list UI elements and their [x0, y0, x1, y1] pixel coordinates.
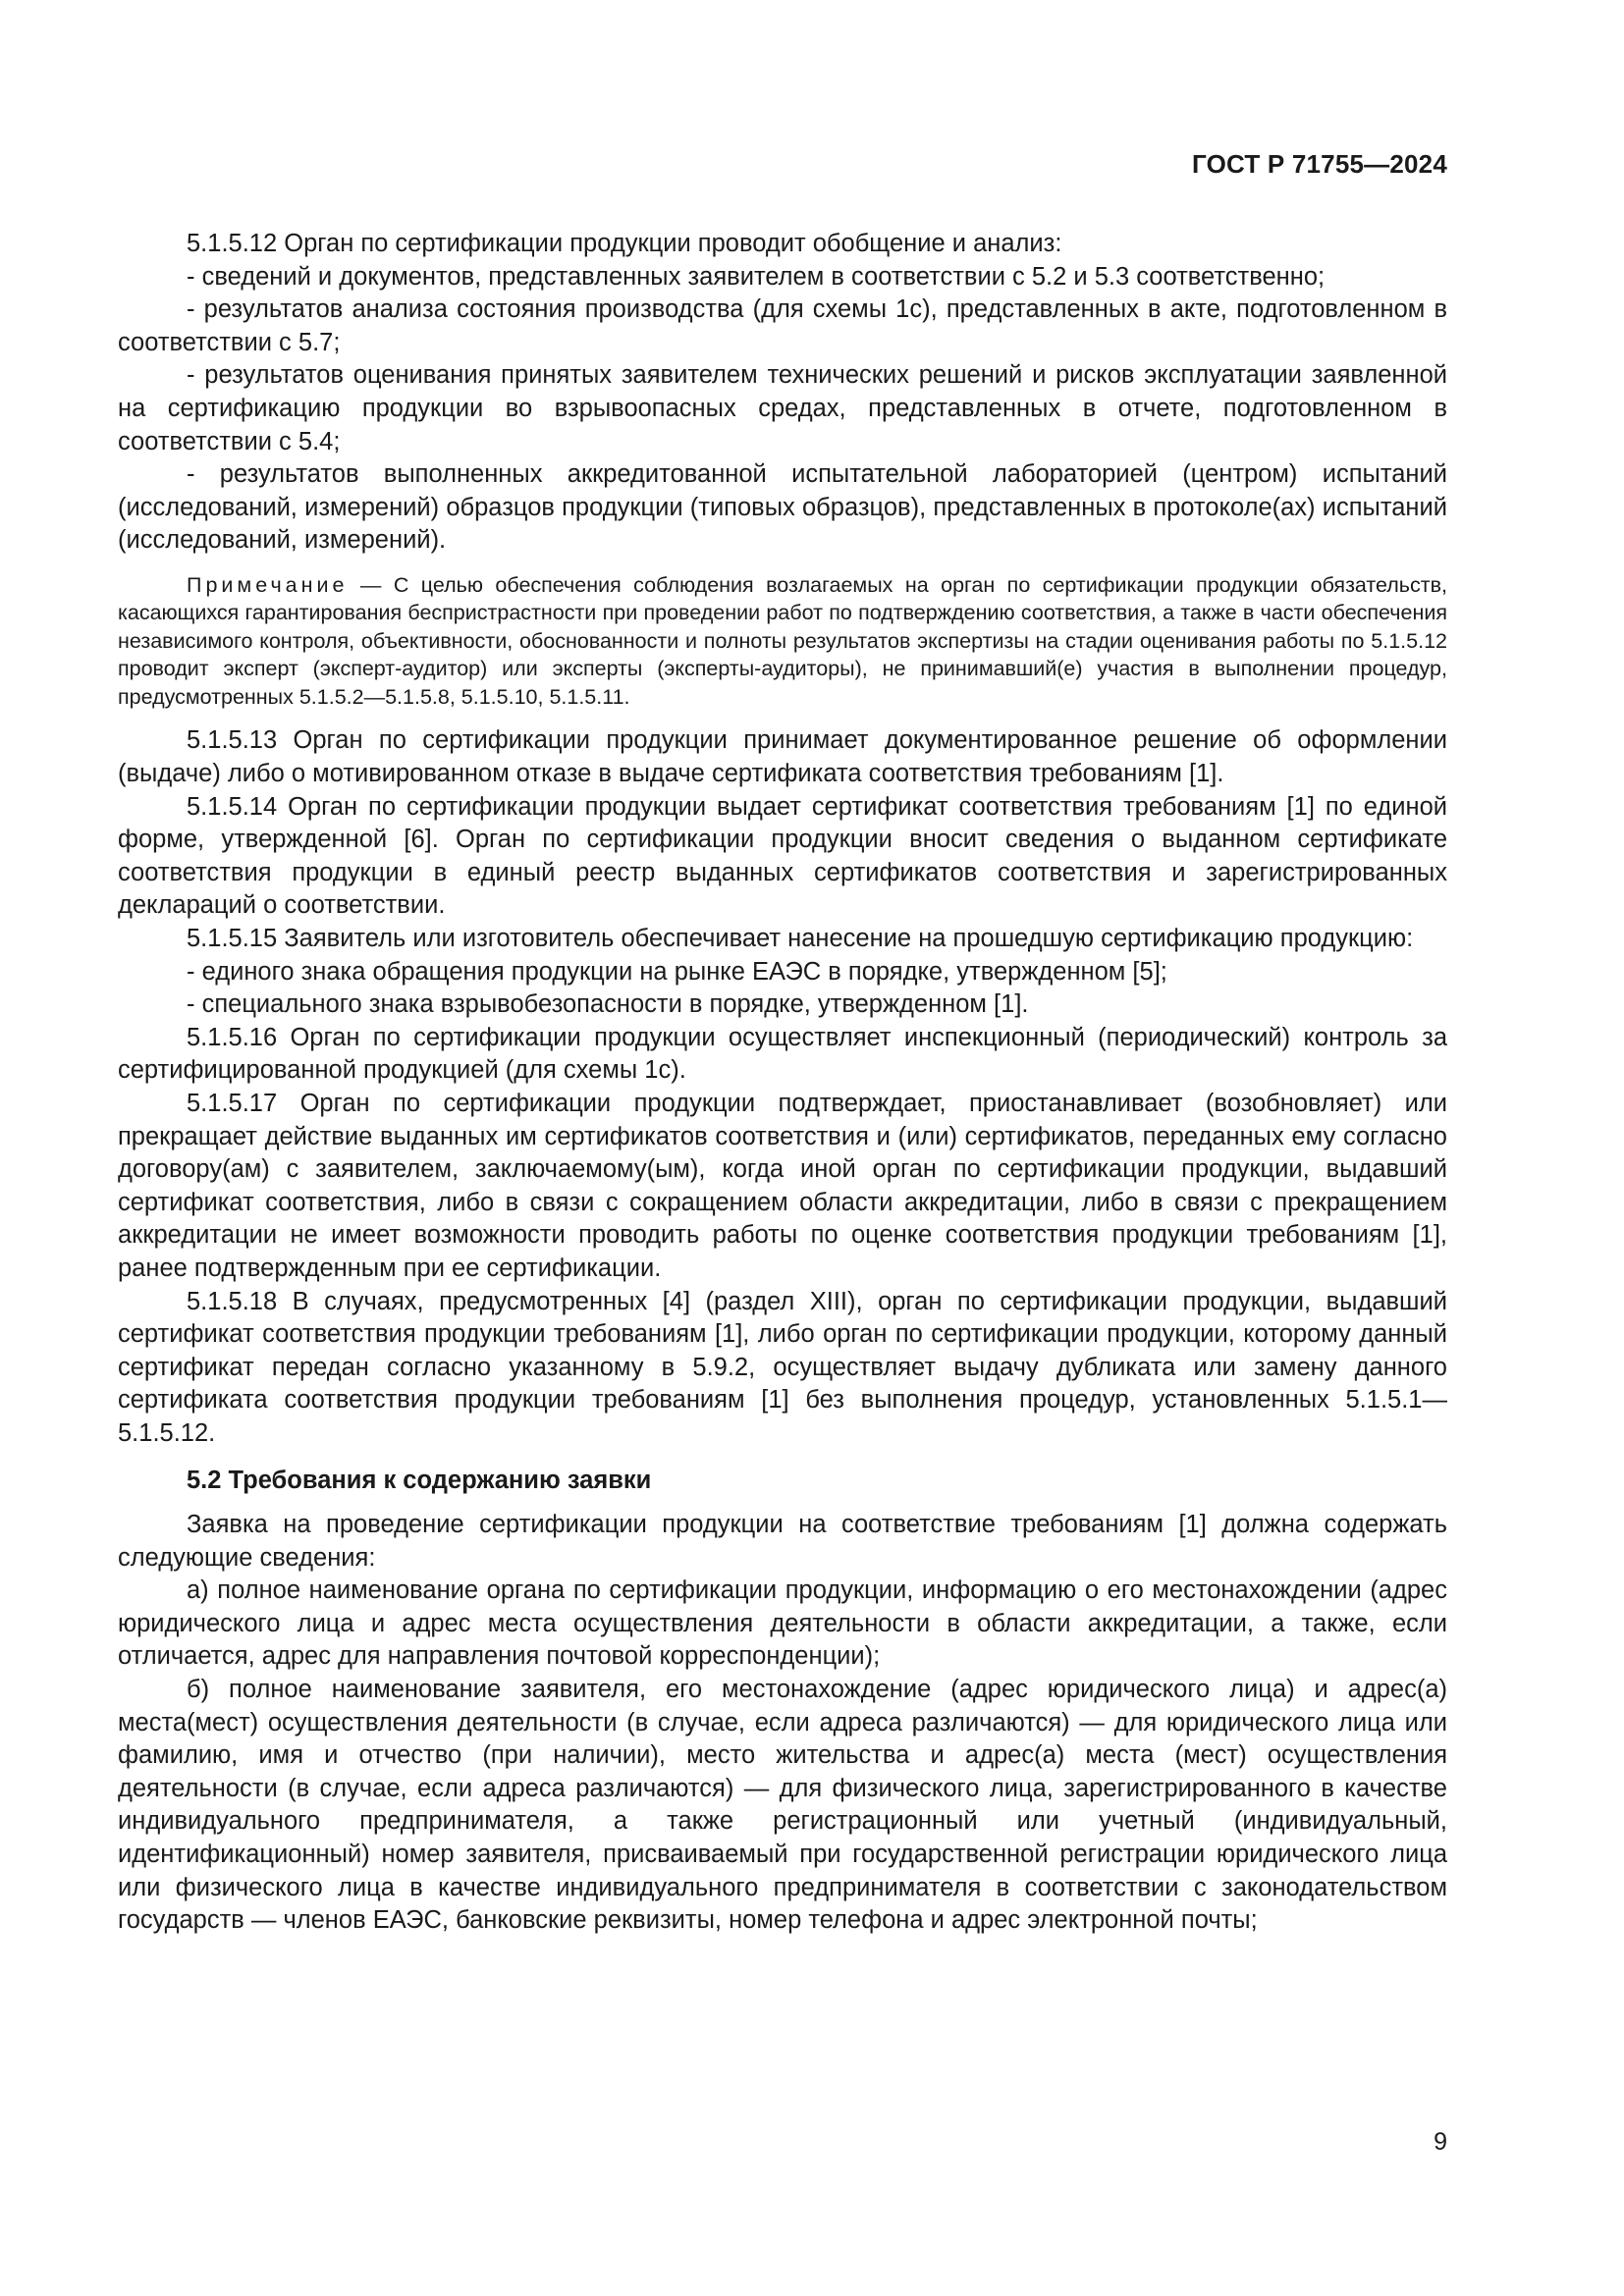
note-paragraph — [118, 571, 1447, 712]
paragraph: 5.1.5.15 Заявитель или изготовитель обеспечивает нанесение на прошедшую сертификацию продукцию: — [187, 925, 1414, 952]
paragraph: - сведений и документов, представленных заявителем в соответствии с 5.2 и 5.3 соответственно; — [187, 262, 1326, 291]
document-body — [118, 228, 1447, 1938]
note-label: Примечание — [187, 572, 349, 597]
note-text: — С целью обеспечения соблюдения возлагаемых на орган по сертификации продукции обязательств, касающихся гарантирования беспристрастности при проведении работ по подтверждению соответствия, а также в части обеспечения независимого контроля, объективности, обоснованности и полноты результатов экспертизы на стадии оценивания работы по 5.1.5.12 проводит эксперт (эксперт-аудитор) или эксперты (эксперты-аудиторы), не принимавший(е) участия в выполнении процедур, предусмотренных 5.1.5.2—5.1.5.8, 5.1.5.10, 5.1.5.11. — [118, 572, 1447, 709]
paragraph: - специального знака взрывобезопасности в порядке, утвержденном [1]. — [187, 990, 1029, 1019]
paragraph: - результатов анализа состояния производства (для схемы 1с), представленных в акте, подготовленном в соответствии с 5.7; — [118, 295, 1447, 356]
paragraph: а) полное наименование органа по сертификации продукции, информацию о его местонахождении (адрес юридического лица и адрес места осуществления деятельности в области аккредитации, а также, если отличается, адрес для направления почтовой корреспонденции); — [118, 1576, 1447, 1671]
paragraph: 5.1.5.13 Орган по сертификации продукции принимает документированное решение об оформлении (выдаче) либо о мотивированном отказе в выдаче сертификата соответствия требованиям [1]. — [118, 726, 1447, 788]
paragraph: 5.1.5.14 Орган по сертификации продукции выдает сертификат соответствия требованиям [1] по единой форме, утвержденной [6]. Орган по сертификации продукции вносит сведения о выданном сертификате соответствия продукции в единый реестр выданных сертификатов соответствия и зарегистрированных деклараций о соответствии. — [118, 792, 1447, 920]
paragraph: б) полное наименование заявителя, его местонахождение (адрес юридического лица) и адрес(а) места(мест) осуществления деятельности (в случае, если адреса различаются) — для юридического лица или фамилию, имя и отчество (при наличии), место жительства и адрес(а) места (мест) осуществления деятельности (в случае, если адреса различаются) — для физического лица, зарегистрированного в качестве индивидуального предпринимателя, а также регистрационный или учетный (индивидуальный, идентификационный) номер заявителя, присваиваемый при государственной регистрации юридического лица или физического лица в качестве индивидуального предпринимателя в соответствии с законодательством государств — членов ЕАЭС, банковские реквизиты, номер телефона и адрес электронной почты; — [118, 1676, 1447, 1935]
paragraph: - результатов оценивания принятых заявителем технических решений и рисков эксплуатации заявленной на сертификацию продукции во взрывоопасных средах, представленных в отчете, подготовленном в соответствии с 5.4; — [118, 361, 1447, 455]
paragraph: 5.1.5.12 Орган по сертификации продукции проводит обобщение и анализ: — [187, 230, 1062, 257]
section-heading: 5.2 Требования к содержанию заявки — [187, 1466, 652, 1494]
paragraph: 5.1.5.17 Орган по сертификации продукции подтверждает, приостанавливает (возобновляет) или прекращает действие выданных им сертификатов соответствия и (или) сертификатов, переданных ему согласно договору(ам) с заявителем, заключаемому(ым), когда иной орган по сертификации продукции, выдавший сертификат соответствия, либо в связи с сокращением области аккредитации, либо в связи с прекращением аккредитации не имеет возможности проводить работы по оценке соответствия продукции требованиям [1], ранее подтвержденным при ее сертификации. — [118, 1089, 1447, 1282]
paragraph: - единого знака обращения продукции на рынке ЕАЭС в порядке, утвержденном [5]; — [187, 957, 1167, 986]
paragraph: - результатов выполненных аккредитованной испытательной лабораторией (центром) испытаний (исследований, измерений) образцов продукции (типовых образцов), представленных в протоколе(ах) испытаний (исследований, измерений). — [118, 460, 1447, 555]
paragraph: 5.1.5.18 В случаях, предусмотренных [4] (раздел XIII), орган по сертификации продукции, выдавший сертификат соответствия продукции требованиям [1], либо орган по сертификации продукции, которому данный сертификат передан согласно указанному в 5.9.2, осуществляет выдачу дубликата или замену данного сертификата соответствия продукции требованиям [1] без выполнения процедур, установленных 5.1.5.1—5.1.5.12. — [118, 1287, 1447, 1447]
page-number: 9 — [1434, 2128, 1447, 2156]
paragraph: 5.1.5.16 Орган по сертификации продукции осуществляет инспекционный (периодический) контроль за сертифицированной продукцией (для схемы 1с). — [118, 1023, 1447, 1085]
document-id: ГОСТ Р 71755—2024 — [1192, 149, 1447, 179]
paragraph: Заявка на проведение сертификации продукции на соответствие требованиям [1] должна содержать следующие сведения: — [118, 1511, 1447, 1572]
